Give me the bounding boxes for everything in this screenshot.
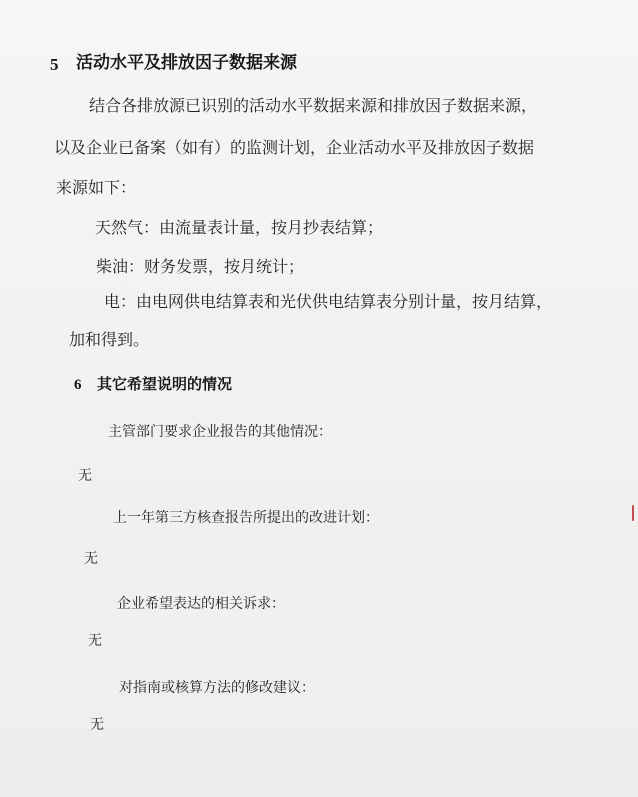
- improvement-plan-answer: 无: [84, 551, 98, 567]
- section-5-number: 5: [50, 55, 59, 74]
- other-situations-answer: 无: [78, 468, 92, 484]
- guideline-suggestions-answer: 无: [90, 717, 104, 733]
- edge-ink-mark: [632, 505, 634, 521]
- improvement-plan-question: 上一年第三方核查报告所提出的改进计划：: [113, 510, 379, 526]
- enterprise-appeals-answer: 无: [88, 633, 102, 649]
- enterprise-appeals-question: 企业希望表达的相关诉求：: [117, 596, 285, 612]
- guideline-suggestions-question: 对指南或核算方法的修改建议：: [119, 680, 315, 696]
- section-6-number: 6: [74, 377, 82, 393]
- electricity-source-line-2: 加和得到。: [69, 330, 150, 349]
- other-situations-question: 主管部门要求企业报告的其他情况：: [108, 424, 332, 440]
- section-5-intro-line-3: 来源如下：: [56, 178, 137, 197]
- section-5-title: 活动水平及排放因子数据来源: [76, 53, 297, 73]
- electricity-source-line-1: 电：由电网供电结算表和光伏供电结算表分别计量，按月结算，: [104, 292, 553, 311]
- section-5-intro-line-1: 结合各排放源已识别的活动水平数据来源和排放因子数据来源，: [89, 96, 538, 115]
- natural-gas-source: 天然气：由流量表计量，按月抄表结算；: [95, 218, 384, 237]
- diesel-source: 柴油：财务发票，按月统计；: [96, 257, 305, 276]
- section-5-intro-line-2: 以及企业已备案（如有）的监测计划，企业活动水平及排放因子数据: [54, 138, 535, 157]
- section-6-title: 其它希望说明的情况: [97, 375, 233, 393]
